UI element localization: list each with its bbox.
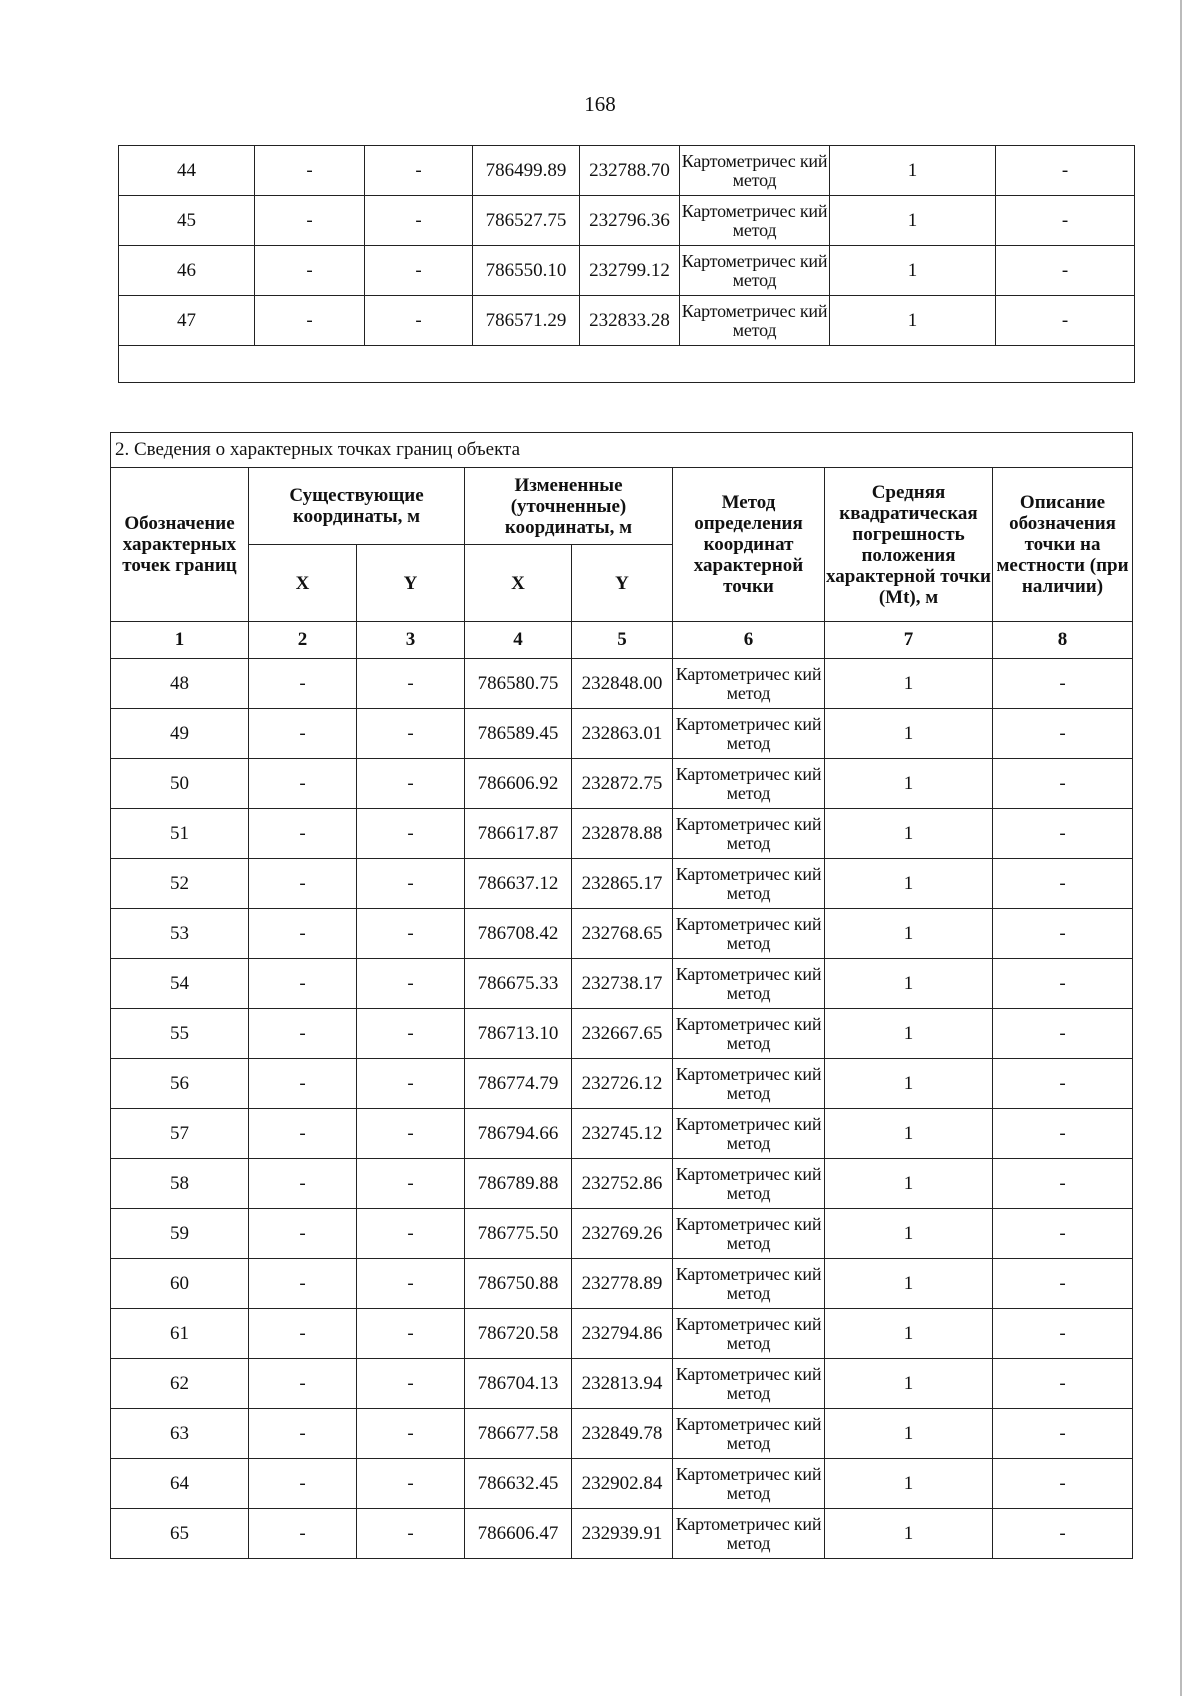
mean-error-cell: 1 xyxy=(825,1509,993,1559)
y-cell: 232794.86 xyxy=(572,1309,673,1359)
y-cell: 232799.12 xyxy=(580,246,680,296)
point-id-cell: 63 xyxy=(111,1409,249,1459)
mean-error-cell: 1 xyxy=(825,1259,993,1309)
method-cell: Картометричес кий метод xyxy=(673,859,825,909)
x-cell: 786571.29 xyxy=(473,296,580,346)
y-cell: 232878.88 xyxy=(572,809,673,859)
method-cell: Картометричес кий метод xyxy=(673,909,825,959)
x-cell: 786606.92 xyxy=(465,759,572,809)
existing-x-cell: - xyxy=(249,1209,357,1259)
point-id-cell: 49 xyxy=(111,709,249,759)
y-cell: 232902.84 xyxy=(572,1459,673,1509)
existing-y-cell: - xyxy=(357,709,465,759)
x-cell: 786713.10 xyxy=(465,1009,572,1059)
mean-error-cell: 1 xyxy=(825,809,993,859)
y-cell: 232667.65 xyxy=(572,1009,673,1059)
existing-x-cell: - xyxy=(249,1509,357,1559)
y-cell: 232863.01 xyxy=(572,709,673,759)
method-cell: Картометричес кий метод xyxy=(673,1309,825,1359)
method-cell: Картометричес кий метод xyxy=(673,1359,825,1409)
x-cell: 786720.58 xyxy=(465,1309,572,1359)
y-cell: 232872.75 xyxy=(572,759,673,809)
description-cell: - xyxy=(993,1209,1133,1259)
method-cell: Картометричес кий метод xyxy=(673,809,825,859)
table-row xyxy=(119,296,1135,346)
header-changed-coordinates: Измененные (уточненные) координаты, м xyxy=(465,468,673,545)
point-id-cell: 54 xyxy=(111,959,249,1009)
point-id-cell: 57 xyxy=(111,1109,249,1159)
table-row xyxy=(111,1109,1133,1159)
y-cell: 232769.26 xyxy=(572,1209,673,1259)
method-cell: Картометричес кий метод xyxy=(673,659,825,709)
existing-y-cell: - xyxy=(357,1459,465,1509)
existing-x-cell: - xyxy=(249,809,357,859)
method-cell: Картометричес кий метод xyxy=(673,1109,825,1159)
coordinates-table-continued xyxy=(118,145,1135,383)
point-id-cell: 60 xyxy=(111,1259,249,1309)
table-row xyxy=(111,1509,1133,1559)
column-number: 2 xyxy=(249,622,357,659)
table-row xyxy=(111,1409,1133,1459)
existing-x-cell: - xyxy=(249,1359,357,1409)
y-cell: 232738.17 xyxy=(572,959,673,1009)
column-number: 8 xyxy=(993,622,1133,659)
existing-x-cell: - xyxy=(249,859,357,909)
existing-x-cell: - xyxy=(249,1059,357,1109)
method-cell: Картометричес кий метод xyxy=(680,296,830,346)
header-mean-error: Средняя квадратическая погрешность положения характерной точки (Mt), м xyxy=(825,468,993,622)
mean-error-cell: 1 xyxy=(825,1309,993,1359)
x-cell: 786637.12 xyxy=(465,859,572,909)
point-id-cell: 55 xyxy=(111,1009,249,1059)
method-cell: Картометричес кий метод xyxy=(673,1459,825,1509)
x-cell: 786677.58 xyxy=(465,1409,572,1459)
mean-error-cell: 1 xyxy=(825,1409,993,1459)
existing-x-cell: - xyxy=(249,759,357,809)
description-cell: - xyxy=(993,809,1133,859)
table-row xyxy=(111,1309,1133,1359)
method-cell: Картометричес кий метод xyxy=(680,246,830,296)
mean-error-cell: 1 xyxy=(830,246,996,296)
description-cell: - xyxy=(993,1409,1133,1459)
x-cell: 786708.42 xyxy=(465,909,572,959)
point-id-cell: 44 xyxy=(119,146,255,196)
description-cell: - xyxy=(996,296,1135,346)
description-cell: - xyxy=(993,859,1133,909)
table-row xyxy=(111,1009,1133,1059)
existing-y-cell: - xyxy=(357,909,465,959)
mean-error-cell: 1 xyxy=(825,909,993,959)
existing-y-cell: - xyxy=(357,1409,465,1459)
y-cell: 232788.70 xyxy=(580,146,680,196)
existing-x-cell: - xyxy=(249,709,357,759)
point-id-cell: 45 xyxy=(119,196,255,246)
mean-error-cell: 1 xyxy=(825,759,993,809)
existing-y-cell: - xyxy=(365,296,473,346)
table-row xyxy=(111,859,1133,909)
header-method: Метод определения координат характерной точки xyxy=(673,468,825,622)
existing-y-cell: - xyxy=(357,959,465,1009)
y-cell: 232813.94 xyxy=(572,1359,673,1409)
y-cell: 232745.12 xyxy=(572,1109,673,1159)
empty-cell xyxy=(119,346,1135,383)
x-cell: 786606.47 xyxy=(465,1509,572,1559)
table-row xyxy=(111,1359,1133,1409)
y-cell: 232833.28 xyxy=(580,296,680,346)
existing-y-cell: - xyxy=(357,1009,465,1059)
existing-x-cell: - xyxy=(255,296,365,346)
mean-error-cell: 1 xyxy=(825,709,993,759)
scan-edge-line xyxy=(1180,0,1182,1696)
method-cell: Картометричес кий метод xyxy=(673,1259,825,1309)
mean-error-cell: 1 xyxy=(825,1059,993,1109)
existing-y-cell: - xyxy=(357,1209,465,1259)
existing-x-cell: - xyxy=(249,1009,357,1059)
mean-error-cell: 1 xyxy=(825,659,993,709)
section-title: 2. Сведения о характерных точках границ объекта xyxy=(111,433,1133,468)
description-cell: - xyxy=(993,1259,1133,1309)
x-cell: 786704.13 xyxy=(465,1359,572,1409)
x-cell: 786775.50 xyxy=(465,1209,572,1259)
table-row xyxy=(119,196,1135,246)
description-cell: - xyxy=(996,246,1135,296)
description-cell: - xyxy=(993,759,1133,809)
header-existing-y: Y xyxy=(357,545,465,622)
point-id-cell: 52 xyxy=(111,859,249,909)
mean-error-cell: 1 xyxy=(825,1159,993,1209)
table-row xyxy=(111,709,1133,759)
point-id-cell: 58 xyxy=(111,1159,249,1209)
column-number: 1 xyxy=(111,622,249,659)
mean-error-cell: 1 xyxy=(825,959,993,1009)
point-id-cell: 51 xyxy=(111,809,249,859)
description-cell: - xyxy=(993,909,1133,959)
description-cell: - xyxy=(993,709,1133,759)
table-row xyxy=(111,1459,1133,1509)
existing-y-cell: - xyxy=(357,1359,465,1409)
x-cell: 786675.33 xyxy=(465,959,572,1009)
point-id-cell: 48 xyxy=(111,659,249,709)
x-cell: 786774.79 xyxy=(465,1059,572,1109)
existing-y-cell: - xyxy=(357,1159,465,1209)
method-cell: Картометричес кий метод xyxy=(673,1159,825,1209)
point-id-cell: 50 xyxy=(111,759,249,809)
x-cell: 786617.87 xyxy=(465,809,572,859)
existing-x-cell: - xyxy=(249,1409,357,1459)
header-existing-coordinates: Существующие координаты, м xyxy=(249,468,465,545)
mean-error-cell: 1 xyxy=(825,1009,993,1059)
table-row xyxy=(111,1159,1133,1209)
method-cell: Картометричес кий метод xyxy=(673,759,825,809)
method-cell: Картометричес кий метод xyxy=(673,1059,825,1109)
description-cell: - xyxy=(993,1059,1133,1109)
x-cell: 786550.10 xyxy=(473,246,580,296)
description-cell: - xyxy=(993,959,1133,1009)
table-row xyxy=(111,1259,1133,1309)
column-number: 3 xyxy=(357,622,465,659)
header-changed-y: Y xyxy=(572,545,673,622)
existing-y-cell: - xyxy=(357,1509,465,1559)
y-cell: 232849.78 xyxy=(572,1409,673,1459)
existing-x-cell: - xyxy=(249,1259,357,1309)
mean-error-cell: 1 xyxy=(825,1459,993,1509)
method-cell: Картометричес кий метод xyxy=(673,1009,825,1059)
mean-error-cell: 1 xyxy=(830,146,996,196)
y-cell: 232752.86 xyxy=(572,1159,673,1209)
page-number: 168 xyxy=(584,92,616,116)
existing-x-cell: - xyxy=(249,1309,357,1359)
existing-y-cell: - xyxy=(365,246,473,296)
table-row xyxy=(111,759,1133,809)
existing-x-cell: - xyxy=(255,146,365,196)
existing-x-cell: - xyxy=(249,1459,357,1509)
table-row xyxy=(111,909,1133,959)
existing-x-cell: - xyxy=(255,246,365,296)
existing-y-cell: - xyxy=(365,146,473,196)
mean-error-cell: 1 xyxy=(830,296,996,346)
x-cell: 786580.75 xyxy=(465,659,572,709)
x-cell: 786789.88 xyxy=(465,1159,572,1209)
column-number: 6 xyxy=(673,622,825,659)
existing-y-cell: - xyxy=(357,809,465,859)
point-id-cell: 59 xyxy=(111,1209,249,1259)
y-cell: 232726.12 xyxy=(572,1059,673,1109)
method-cell: Картометричес кий метод xyxy=(673,709,825,759)
point-id-cell: 46 xyxy=(119,246,255,296)
method-cell: Картометричес кий метод xyxy=(680,146,830,196)
point-id-cell: 56 xyxy=(111,1059,249,1109)
existing-y-cell: - xyxy=(357,859,465,909)
description-cell: - xyxy=(993,1109,1133,1159)
column-number: 4 xyxy=(465,622,572,659)
y-cell: 232796.36 xyxy=(580,196,680,246)
point-id-cell: 62 xyxy=(111,1359,249,1409)
x-cell: 786589.45 xyxy=(465,709,572,759)
description-cell: - xyxy=(993,1009,1133,1059)
empty-row xyxy=(119,346,1135,383)
header-changed-x: X xyxy=(465,545,572,622)
point-id-cell: 53 xyxy=(111,909,249,959)
description-cell: - xyxy=(996,196,1135,246)
method-cell: Картометричес кий метод xyxy=(673,1409,825,1459)
existing-y-cell: - xyxy=(357,1309,465,1359)
y-cell: 232865.17 xyxy=(572,859,673,909)
x-cell: 786632.45 xyxy=(465,1459,572,1509)
method-cell: Картометричес кий метод xyxy=(673,1509,825,1559)
description-cell: - xyxy=(993,1309,1133,1359)
boundary-points-table xyxy=(110,432,1133,1559)
y-cell: 232848.00 xyxy=(572,659,673,709)
header-existing-x: X xyxy=(249,545,357,622)
column-numbers-row xyxy=(111,622,1133,659)
header-point-designation: Обозначение характерных точек границ xyxy=(111,468,249,622)
description-cell: - xyxy=(993,1509,1133,1559)
point-id-cell: 61 xyxy=(111,1309,249,1359)
method-cell: Картометричес кий метод xyxy=(673,1209,825,1259)
existing-y-cell: - xyxy=(357,1059,465,1109)
existing-y-cell: - xyxy=(357,1259,465,1309)
table-row xyxy=(111,809,1133,859)
table-row xyxy=(111,959,1133,1009)
existing-x-cell: - xyxy=(249,909,357,959)
mean-error-cell: 1 xyxy=(830,196,996,246)
x-cell: 786527.75 xyxy=(473,196,580,246)
column-number: 7 xyxy=(825,622,993,659)
existing-x-cell: - xyxy=(255,196,365,246)
point-id-cell: 65 xyxy=(111,1509,249,1559)
table-row xyxy=(111,659,1133,709)
existing-x-cell: - xyxy=(249,1159,357,1209)
mean-error-cell: 1 xyxy=(825,1209,993,1259)
method-cell: Картометричес кий метод xyxy=(680,196,830,246)
existing-y-cell: - xyxy=(365,196,473,246)
table-row xyxy=(111,1209,1133,1259)
description-cell: - xyxy=(996,146,1135,196)
existing-y-cell: - xyxy=(357,659,465,709)
existing-x-cell: - xyxy=(249,959,357,1009)
mean-error-cell: 1 xyxy=(825,1359,993,1409)
mean-error-cell: 1 xyxy=(825,859,993,909)
existing-y-cell: - xyxy=(357,759,465,809)
description-cell: - xyxy=(993,659,1133,709)
x-cell: 786750.88 xyxy=(465,1259,572,1309)
column-number: 5 xyxy=(572,622,673,659)
existing-x-cell: - xyxy=(249,659,357,709)
existing-x-cell: - xyxy=(249,1109,357,1159)
mean-error-cell: 1 xyxy=(825,1109,993,1159)
method-cell: Картометричес кий метод xyxy=(673,959,825,1009)
description-cell: - xyxy=(993,1159,1133,1209)
table-row xyxy=(111,1059,1133,1109)
header-description: Описание обозначения точки на местности (при наличии) xyxy=(993,468,1133,622)
point-id-cell: 47 xyxy=(119,296,255,346)
table-row xyxy=(119,246,1135,296)
table-row xyxy=(119,146,1135,196)
x-cell: 786794.66 xyxy=(465,1109,572,1159)
point-id-cell: 64 xyxy=(111,1459,249,1509)
description-cell: - xyxy=(993,1359,1133,1409)
x-cell: 786499.89 xyxy=(473,146,580,196)
y-cell: 232768.65 xyxy=(572,909,673,959)
y-cell: 232778.89 xyxy=(572,1259,673,1309)
description-cell: - xyxy=(993,1459,1133,1509)
y-cell: 232939.91 xyxy=(572,1509,673,1559)
existing-y-cell: - xyxy=(357,1109,465,1159)
